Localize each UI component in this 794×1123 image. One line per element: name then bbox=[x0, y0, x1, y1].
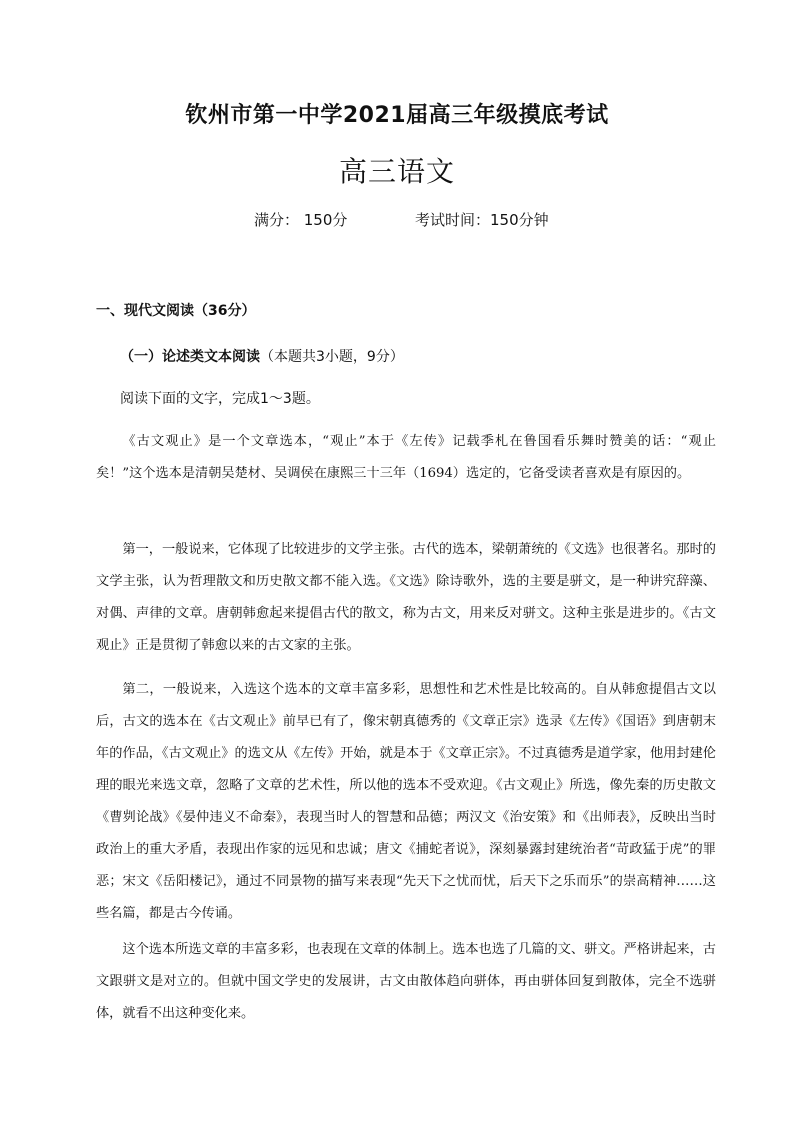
passage-paragraph-1: 《古文观止》是一个文章选本，“观止”本于《左传》记载季札在鲁国看乐舞时赞美的话：“观止矣！”这个选本是清朝吴楚材、吴调侯在康熙三十三年（1694）选定的，它备受读者喜欢是有原因的。 bbox=[96, 434, 716, 481]
subsection-label: （一）论述类文本阅读 bbox=[120, 349, 260, 365]
subject-title: 高三语文 bbox=[338, 155, 455, 188]
passage-paragraph-3: 第二，一般说来，入选这个选本的文章丰富多彩，思想性和艺术性是比较高的。自从韩愈提倡古文以后，古文的选本在《古文观止》前早已有了，像宋朝真德秀的《文章正宗》选录《左传》《国语》到唐朝末年的作品，《古文观止》的选文从《左传》开始，就是本于《文章正宗》。不过真德秀是道学家，他用封建伦理的眼光来选文章，忽略了文章的艺术性，所以他的选本不受欢迎。《古文观止》所选，像先秦的历史散文《曹刿论战》《晏仲违义不命秦》，表现当时人的智慧和品德；两汉文《治安策》和《出师表》，反映出当时政治上的重大矛盾，表现出作家的远见和忠诚；唐文《捕蛇者说》，深刻暴露封建统治者“苛政猛于虎”的罪恶；宋文《岳阳楼记》，通过不同景物的描写来表现“先天下之忧而忧，后天下之乐而乐”的崇高精神……这些名篇，都是古今传诵。 bbox=[96, 682, 716, 921]
full-score: 满分： 150分 bbox=[254, 211, 348, 229]
exam-time: 考试时间：150分钟 bbox=[415, 211, 549, 229]
section-heading: 一、现代文阅读（36分） bbox=[96, 303, 256, 319]
subsection-note: （本题共3小题，9分） bbox=[260, 349, 404, 365]
reading-instruction: 阅读下面的文字，完成1～3题。 bbox=[120, 391, 320, 407]
exam-title: 钦州市第一中学2021届高三年级摸底考试 bbox=[185, 103, 609, 128]
passage-paragraph-4: 这个选本所选文章的丰富多彩，也表现在文章的体制上。选本也选了几篇的文、骈文。严格讲起来，古文跟骈文是对立的。但就中国文学史的发展讲，古文由散体趋向骈体，再由骈体回复到散体，完全不选骈体，就看不出这种变化来。 bbox=[96, 942, 716, 1021]
passage-paragraph-2: 第一，一般说来，它体现了比较进步的文学主张。古代的选本，梁朝萧统的《文选》也很著名。那时的文学主张，认为哲理散文和历史散文都不能入选。《文选》除诗歌外，选的主要是骈文，是一种讲究辞藻、对偶、声律的文章。唐朝韩愈起来提倡古代的散文，称为古文，用来反对骈文。这种主张是进步的。《古文观止》正是贯彻了韩愈以来的古文家的主张。 bbox=[96, 542, 716, 653]
subsection-heading bbox=[120, 346, 404, 366]
